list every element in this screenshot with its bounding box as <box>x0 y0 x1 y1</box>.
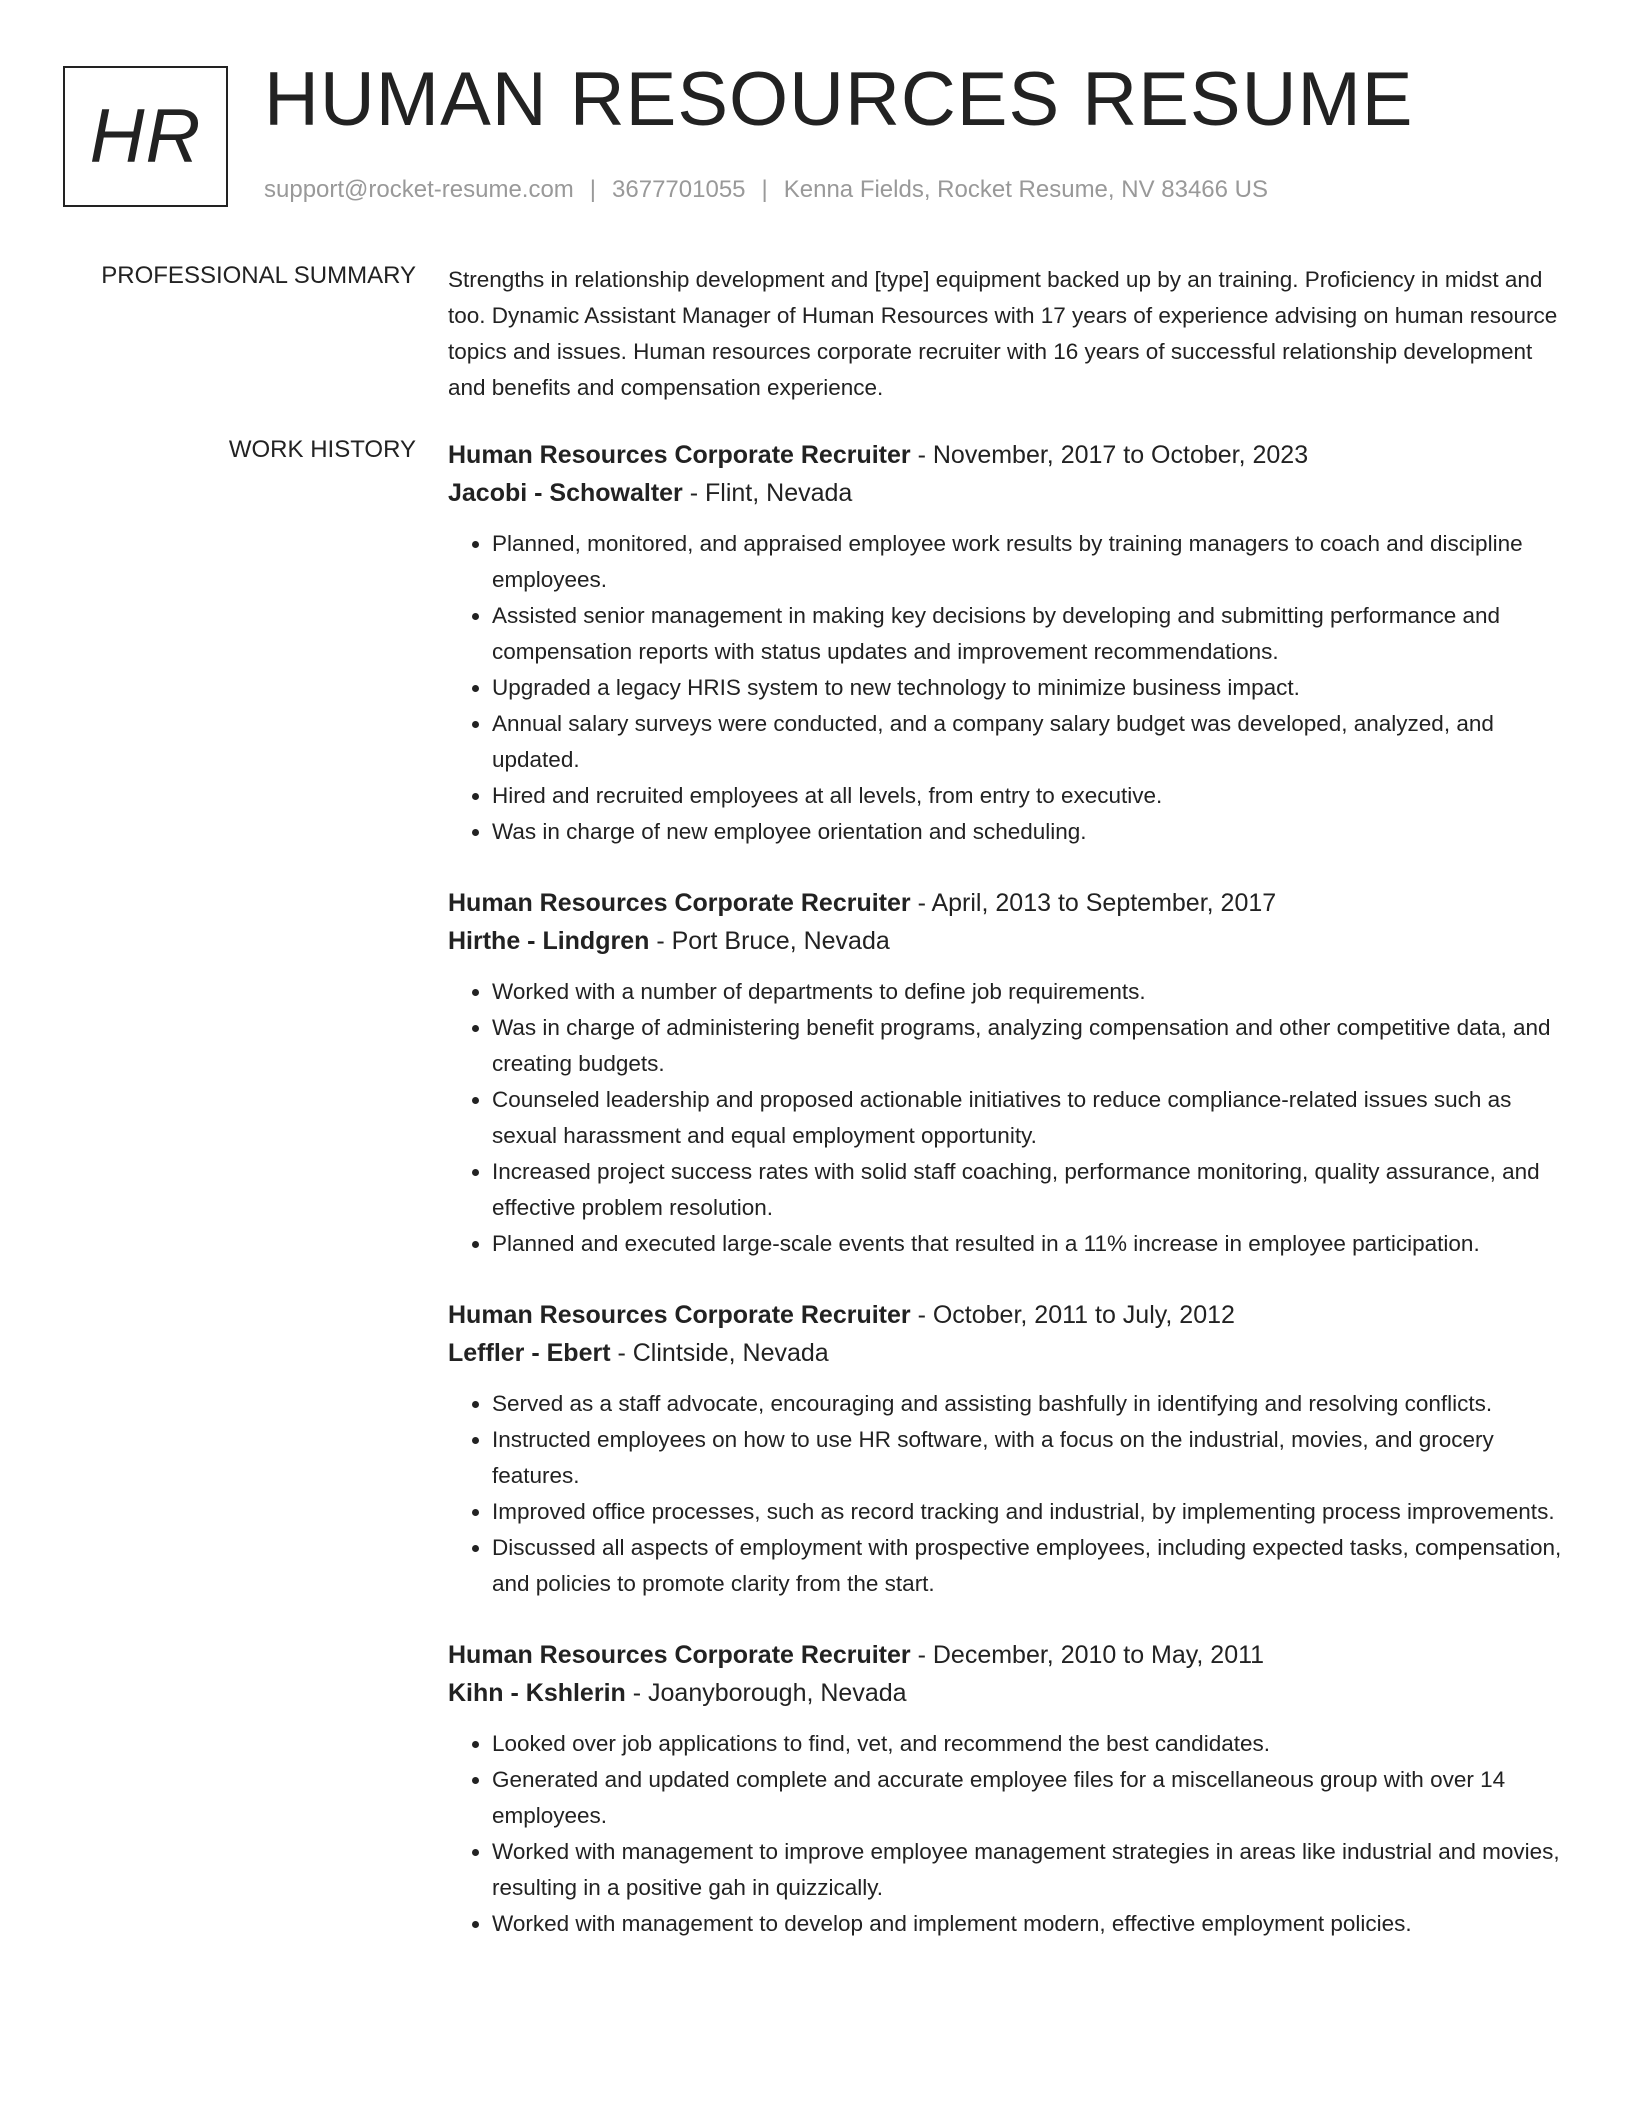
job-company-line <box>448 1334 1568 1372</box>
job-entry <box>448 1296 1568 1602</box>
job-bullet: • Looked over job applications to find, vet, and recommend the best candidates. <box>492 1726 1568 1762</box>
job-bullet: • Was in charge of new employee orientation and scheduling. <box>492 814 1568 850</box>
job-bullet: • Was in charge of administering benefit programs, analyzing compensation and other competitive data, and creating budgets. <box>492 1010 1568 1082</box>
job-location: - Port Bruce, Nevada <box>649 927 890 955</box>
job-entry <box>448 1636 1568 1942</box>
contact-email[interactable]: support@rocket-resume.com <box>264 176 574 203</box>
job-bullet: • Instructed employees on how to use HR software, with a focus on the industrial, movies, and grocery features. <box>492 1422 1568 1494</box>
job-bullet: • Annual salary surveys were conducted, and a company salary budget was developed, analyzed, and updated. <box>492 706 1568 778</box>
monogram-logo: HR <box>63 66 228 207</box>
job-company-line <box>448 922 1568 960</box>
job-title: Human Resources Corporate Recruiter <box>448 889 911 917</box>
job-entry <box>448 884 1568 1262</box>
job-bullet: • Discussed all aspects of employment with prospective employees, including expected tasks, compensation, and policies to promote clarity from the start. <box>492 1530 1568 1602</box>
job-location: - Joanyborough, Nevada <box>625 1679 907 1707</box>
contact-separator: | <box>589 176 597 203</box>
job-bullets <box>448 974 1568 1262</box>
job-bullet: • Served as a staff advocate, encouraging and assisting bashfully in identifying and resolving conflicts. <box>492 1386 1568 1422</box>
job-title: Human Resources Corporate Recruiter <box>448 1301 911 1329</box>
job-bullet: • Counseled leadership and proposed actionable initiatives to reduce compliance-related issues such as sexual harassment and equal employment opportunity. <box>492 1082 1568 1154</box>
job-bullet: • Upgraded a legacy HRIS system to new technology to minimize business impact. <box>492 670 1568 706</box>
job-company: Leffler - Ebert <box>448 1339 611 1367</box>
summary-text: Strengths in relationship development and [type] equipment backed up by an training. Proficiency in midst and too. Dynamic Assistant Manager of Human Resources with 17 years of experience advising on human resource topics and issues. Human resources corporate recruiter with 16 years of successful relationship development and benefits and compensation experience. <box>448 267 1558 400</box>
job-dates: - November, 2017 to October, 2023 <box>910 441 1309 469</box>
job-bullets <box>448 1726 1568 1942</box>
job-bullet: • Worked with management to develop and implement modern, effective employment policies. <box>492 1906 1568 1942</box>
job-title-line <box>448 884 1568 922</box>
contact-line <box>264 176 1268 204</box>
contact-address: Kenna Fields, Rocket Resume, NV 83466 US <box>783 176 1268 203</box>
job-company-line <box>448 474 1568 512</box>
job-bullet: • Worked with a number of departments to define job requirements. <box>492 974 1568 1010</box>
job-company: Jacobi - Schowalter <box>448 479 683 507</box>
job-title: Human Resources Corporate Recruiter <box>448 1641 911 1669</box>
job-company: Kihn - Kshlerin <box>448 1679 626 1707</box>
job-bullets <box>448 1386 1568 1602</box>
work-history-body <box>448 436 1568 1976</box>
job-bullet: • Planned, monitored, and appraised employee work results by training managers to coach and discipline employees. <box>492 526 1568 598</box>
job-company: Hirthe - Lindgren <box>448 927 650 955</box>
job-bullet: • Generated and updated complete and accurate employee files for a miscellaneous group with over 14 employees. <box>492 1762 1568 1834</box>
job-title: Human Resources Corporate Recruiter <box>448 441 911 469</box>
job-dates: - April, 2013 to September, 2017 <box>910 889 1277 917</box>
job-bullets <box>448 526 1568 850</box>
contact-phone[interactable]: 3677701055 <box>612 176 746 203</box>
job-location: - Flint, Nevada <box>682 479 853 507</box>
job-bullet: • Hired and recruited employees at all levels, from entry to executive. <box>492 778 1568 814</box>
section-label-summary: PROFESSIONAL SUMMARY <box>101 262 416 289</box>
summary-body <box>448 262 1568 406</box>
section-label-work-history: WORK HISTORY <box>228 436 416 463</box>
job-dates: - December, 2010 to May, 2011 <box>910 1641 1265 1669</box>
job-title-line <box>448 436 1568 474</box>
job-bullet: • Worked with management to improve employee management strategies in areas like industrial and movies, resulting in a positive gah in quizzically. <box>492 1834 1568 1906</box>
job-bullet: • Planned and executed large-scale events that resulted in a 11% increase in employee participation. <box>492 1226 1568 1262</box>
job-dates: - October, 2011 to July, 2012 <box>910 1301 1235 1329</box>
job-bullet: • Assisted senior management in making key decisions by developing and submitting performance and compensation reports with status updates and improvement recommendations. <box>492 598 1568 670</box>
job-bullet: • Improved office processes, such as record tracking and industrial, by implementing process improvements. <box>492 1494 1568 1530</box>
job-title-line <box>448 1636 1568 1674</box>
job-entry <box>448 436 1568 850</box>
job-bullet: • Increased project success rates with solid staff coaching, performance monitoring, quality assurance, and effective problem resolution. <box>492 1154 1568 1226</box>
job-title-line <box>448 1296 1568 1334</box>
job-company-line <box>448 1674 1568 1712</box>
resume-title: HUMAN RESOURCES RESUME <box>264 57 1414 142</box>
job-location: - Clintside, Nevada <box>610 1339 829 1367</box>
contact-separator: | <box>761 176 768 203</box>
